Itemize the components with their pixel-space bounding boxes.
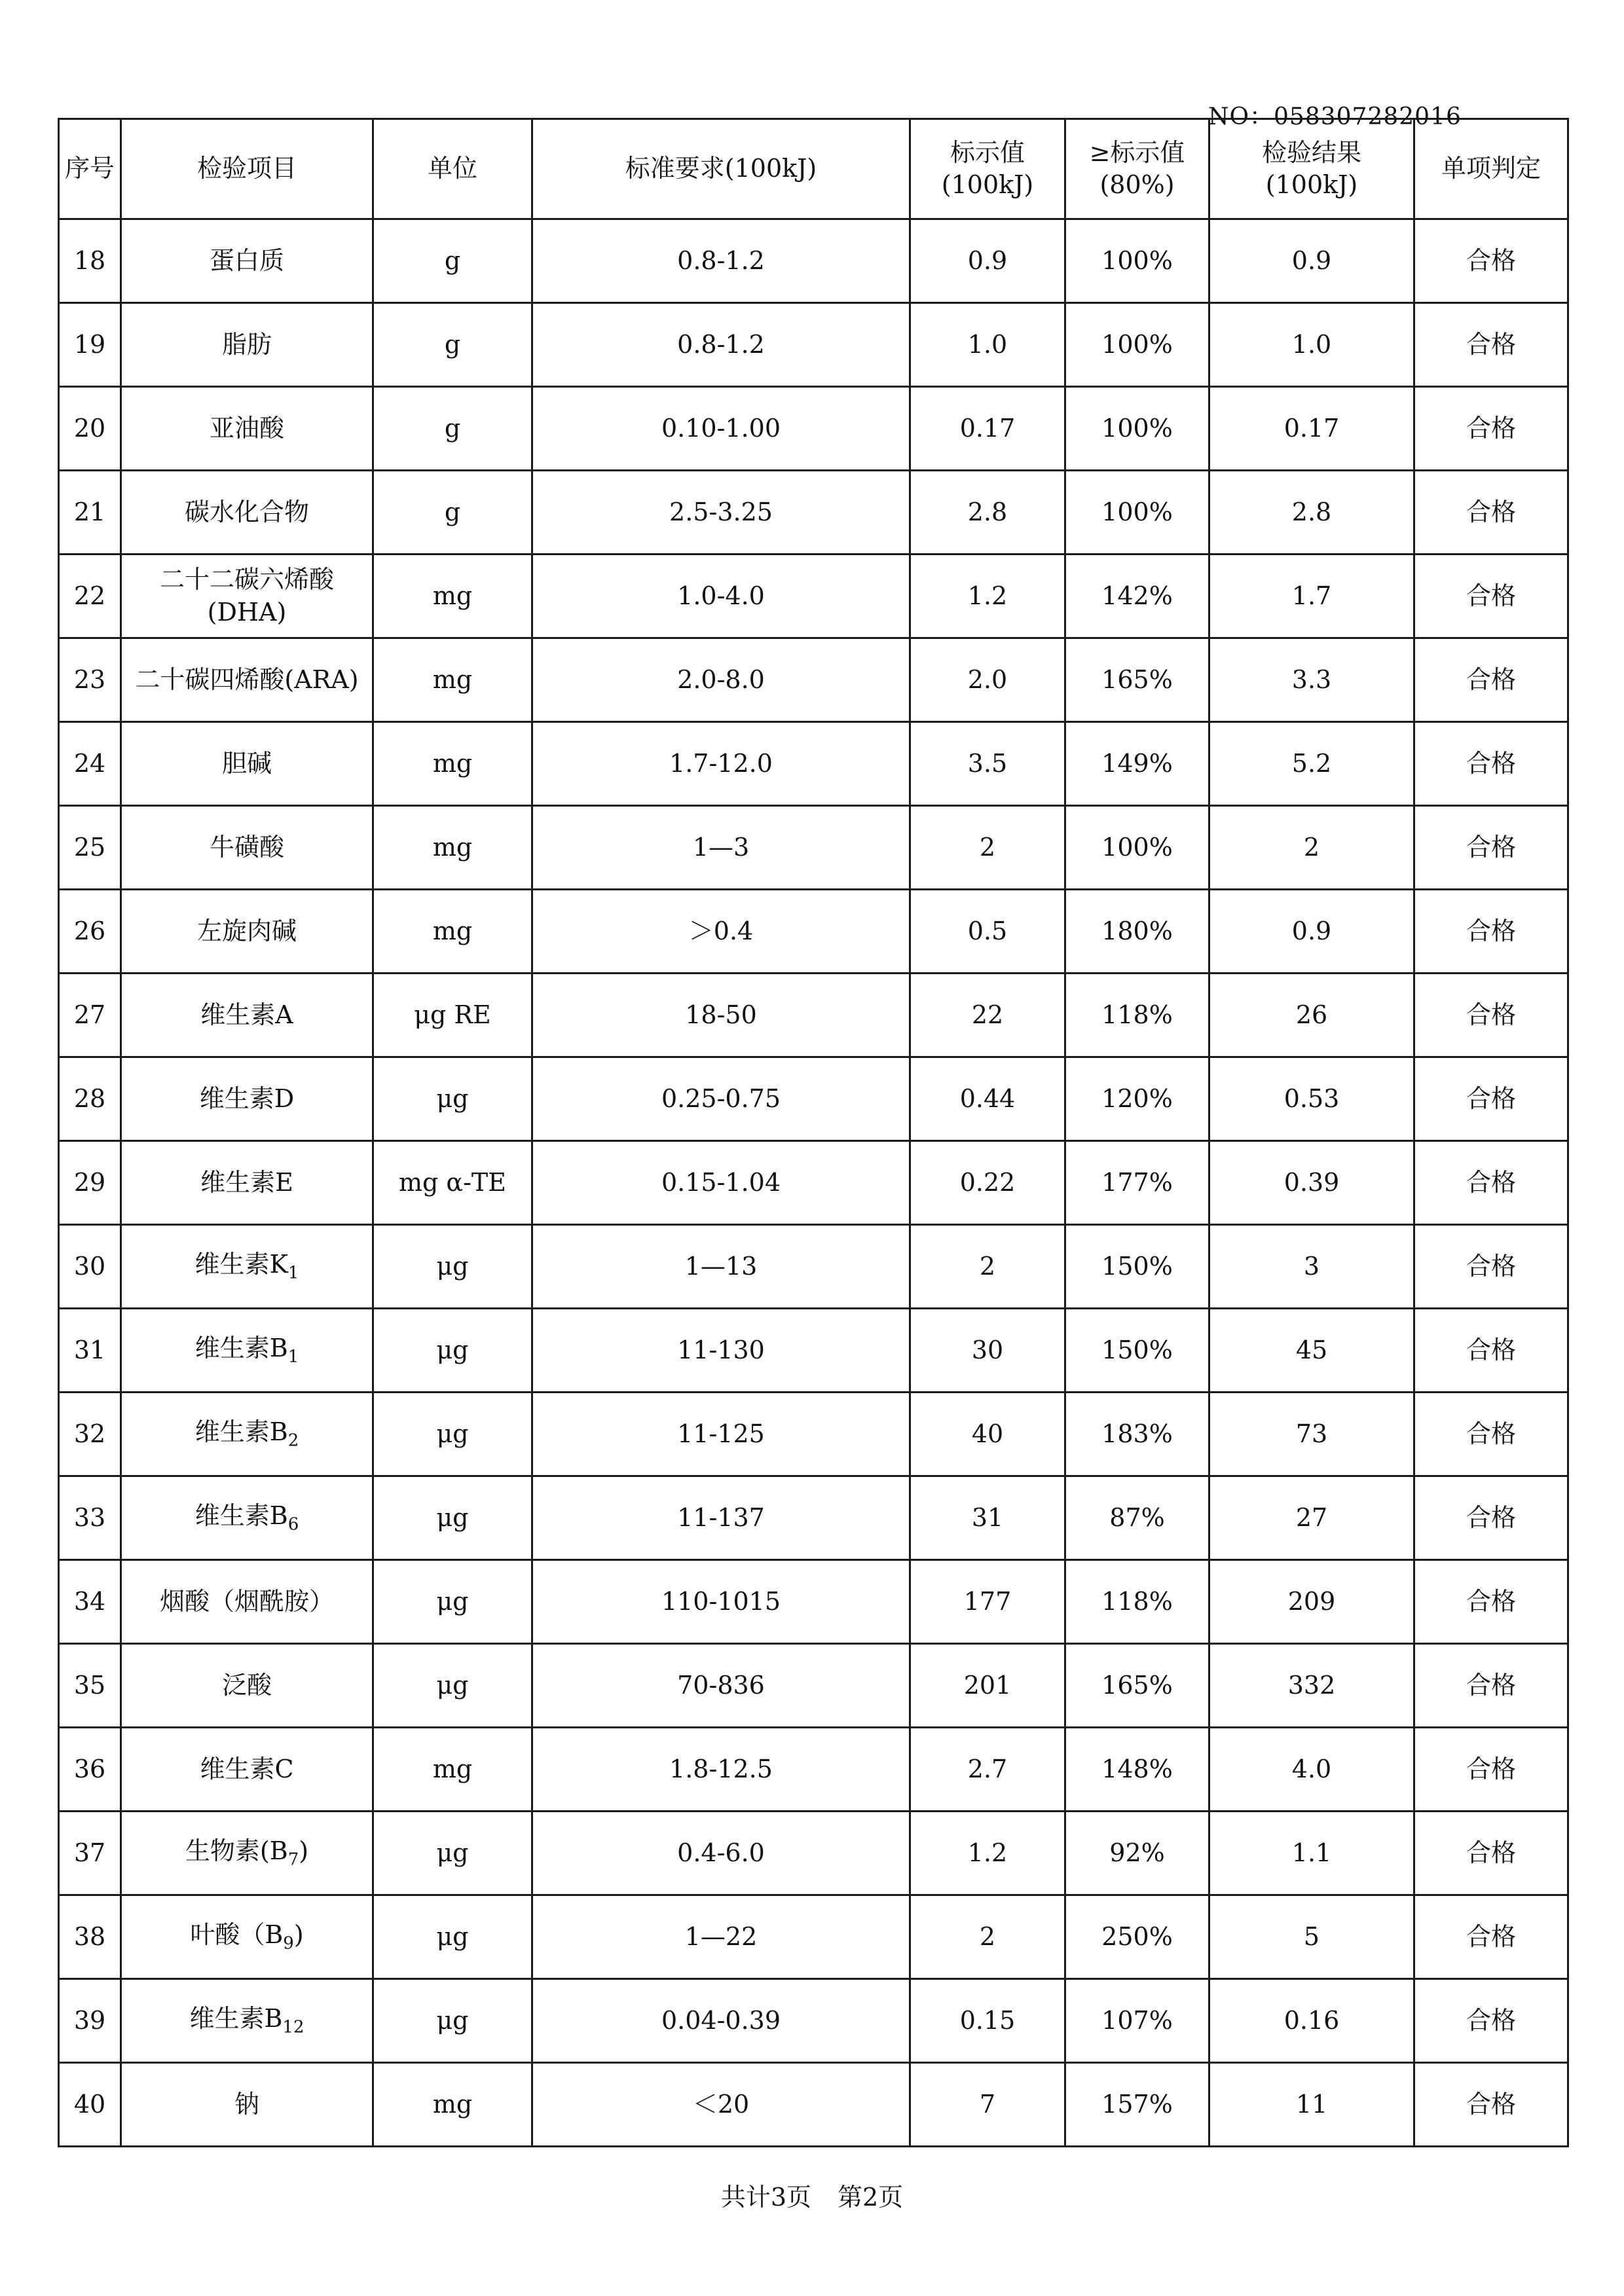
cell-seq: 31 <box>59 1309 121 1393</box>
cell-item <box>121 638 373 722</box>
cell-unit: μg <box>373 1812 532 1895</box>
item-tail: ) <box>293 1920 304 1949</box>
table-row <box>59 555 1568 638</box>
cell-unit: mg α-TE <box>373 1141 532 1225</box>
cell-unit: μg <box>373 1979 532 2063</box>
cell-seq: 32 <box>59 1393 121 1476</box>
cell-unit: μg <box>373 1225 532 1309</box>
cell-item <box>121 806 373 890</box>
cell-standard: 1—22 <box>532 1895 910 1979</box>
cell-result: 0.17 <box>1209 387 1414 471</box>
cell-result: 0.53 <box>1209 1057 1414 1141</box>
cell-result: 5 <box>1209 1895 1414 1979</box>
cell-percent: 87% <box>1065 1476 1209 1560</box>
item-subscript: 6 <box>287 1514 299 1535</box>
cell-seq: 38 <box>59 1895 121 1979</box>
item-subscript: 1 <box>287 1347 299 1367</box>
cell-result: 4.0 <box>1209 1728 1414 1812</box>
table-row <box>59 387 1568 471</box>
cell-item <box>121 1812 373 1895</box>
cell-seq: 35 <box>59 1644 121 1728</box>
cell-item <box>121 1560 373 1644</box>
cell-verdict: 合格 <box>1414 890 1568 974</box>
cell-standard: 2.5-3.25 <box>532 471 910 555</box>
item-name: 钠 <box>234 2089 259 2119</box>
cell-result: 3 <box>1209 1225 1414 1309</box>
inspection-table <box>58 118 1569 2147</box>
cell-result: 0.9 <box>1209 219 1414 303</box>
cell-result: 0.16 <box>1209 1979 1414 2063</box>
cell-percent: 177% <box>1065 1141 1209 1225</box>
cell-seq: 20 <box>59 387 121 471</box>
cell-verdict: 合格 <box>1414 1225 1568 1309</box>
cell-verdict: 合格 <box>1414 387 1568 471</box>
cell-verdict: 合格 <box>1414 974 1568 1057</box>
cell-percent: 100% <box>1065 219 1209 303</box>
cell-verdict: 合格 <box>1414 303 1568 387</box>
item-name: 碳水化合物 <box>184 497 309 526</box>
item-name: 维生素K <box>194 1249 288 1279</box>
cell-standard: 18-50 <box>532 974 910 1057</box>
cell-label-value: 0.22 <box>910 1141 1065 1225</box>
table-header-row <box>59 119 1568 219</box>
cell-result: 45 <box>1209 1309 1414 1393</box>
cell-percent: 150% <box>1065 1309 1209 1393</box>
report-number: NO：058307282016 <box>1208 103 1462 130</box>
cell-standard: 0.04-0.39 <box>532 1979 910 2063</box>
cell-unit: g <box>373 387 532 471</box>
cell-unit: μg RE <box>373 974 532 1057</box>
table-row <box>59 722 1568 806</box>
header-label-value: 标示值 (100kJ) <box>910 119 1065 219</box>
cell-seq: 33 <box>59 1476 121 1560</box>
cell-verdict: 合格 <box>1414 1141 1568 1225</box>
cell-percent: 100% <box>1065 387 1209 471</box>
table-row <box>59 806 1568 890</box>
cell-verdict: 合格 <box>1414 2063 1568 2147</box>
cell-standard: 11-130 <box>532 1309 910 1393</box>
cell-verdict: 合格 <box>1414 722 1568 806</box>
cell-label-value: 0.9 <box>910 219 1065 303</box>
cell-label-value: 30 <box>910 1309 1065 1393</box>
cell-seq: 29 <box>59 1141 121 1225</box>
cell-standard: 70-836 <box>532 1644 910 1728</box>
cell-result: 2 <box>1209 806 1414 890</box>
item-name: 亚油酸 <box>209 413 284 443</box>
current-page: 第2页 <box>838 2183 904 2212</box>
cell-percent: 149% <box>1065 722 1209 806</box>
cell-item <box>121 303 373 387</box>
cell-standard: 1.8-12.5 <box>532 1728 910 1812</box>
cell-item <box>121 722 373 806</box>
cell-unit: μg <box>373 1309 532 1393</box>
cell-seq: 37 <box>59 1812 121 1895</box>
cell-standard: ＞0.4 <box>532 890 910 974</box>
cell-standard: 0.10-1.00 <box>532 387 910 471</box>
cell-label-value: 40 <box>910 1393 1065 1476</box>
cell-item <box>121 1225 373 1309</box>
cell-label-value: 1.0 <box>910 303 1065 387</box>
cell-result: 332 <box>1209 1644 1414 1728</box>
table-row <box>59 890 1568 974</box>
cell-unit: g <box>373 219 532 303</box>
cell-seq: 30 <box>59 1225 121 1309</box>
cell-seq: 28 <box>59 1057 121 1141</box>
cell-verdict: 合格 <box>1414 1895 1568 1979</box>
item-name: 叶酸（B <box>190 1920 284 1949</box>
cell-label-value: 0.15 <box>910 1979 1065 2063</box>
cell-unit: mg <box>373 555 532 638</box>
cell-item <box>121 1895 373 1979</box>
cell-verdict: 合格 <box>1414 1476 1568 1560</box>
table-row <box>59 1141 1568 1225</box>
cell-unit: g <box>373 303 532 387</box>
cell-percent: 92% <box>1065 1812 1209 1895</box>
item-subscript: 1 <box>287 1263 299 1283</box>
cell-percent: 183% <box>1065 1393 1209 1476</box>
item-subscript: 7 <box>287 1850 299 1870</box>
cell-seq: 19 <box>59 303 121 387</box>
cell-item <box>121 1728 373 1812</box>
cell-verdict: 合格 <box>1414 471 1568 555</box>
table-row <box>59 1225 1568 1309</box>
cell-seq: 18 <box>59 219 121 303</box>
table-row <box>59 974 1568 1057</box>
cell-label-value: 1.2 <box>910 555 1065 638</box>
cell-unit: μg <box>373 1057 532 1141</box>
cell-label-value: 2 <box>910 806 1065 890</box>
cell-standard: 0.25-0.75 <box>532 1057 910 1141</box>
cell-unit: mg <box>373 2063 532 2147</box>
cell-label-value: 2 <box>910 1225 1065 1309</box>
cell-seq: 34 <box>59 1560 121 1644</box>
table-row <box>59 471 1568 555</box>
cell-standard: 11-125 <box>532 1393 910 1476</box>
cell-verdict: 合格 <box>1414 806 1568 890</box>
cell-item <box>121 1644 373 1728</box>
table-row <box>59 1476 1568 1560</box>
cell-result: 73 <box>1209 1393 1414 1476</box>
cell-percent: 165% <box>1065 638 1209 722</box>
item-name: 维生素D <box>199 1084 295 1113</box>
cell-unit: μg <box>373 1476 532 1560</box>
cell-percent: 100% <box>1065 303 1209 387</box>
cell-standard: 1.0-4.0 <box>532 555 910 638</box>
cell-label-value: 201 <box>910 1644 1065 1728</box>
cell-seq: 21 <box>59 471 121 555</box>
cell-seq: 23 <box>59 638 121 722</box>
item-tail: ) <box>299 1836 309 1865</box>
table-row <box>59 1057 1568 1141</box>
cell-standard: 2.0-8.0 <box>532 638 910 722</box>
cell-result: 26 <box>1209 974 1414 1057</box>
table-row <box>59 638 1568 722</box>
cell-standard: 11-137 <box>532 1476 910 1560</box>
cell-label-value: 7 <box>910 2063 1065 2147</box>
cell-percent: 180% <box>1065 890 1209 974</box>
cell-percent: 250% <box>1065 1895 1209 1979</box>
cell-verdict: 合格 <box>1414 1644 1568 1728</box>
cell-unit: μg <box>373 1644 532 1728</box>
item-name: 胆碱 <box>221 748 272 778</box>
cell-percent: 100% <box>1065 806 1209 890</box>
cell-unit: μg <box>373 1560 532 1644</box>
cell-standard: 0.15-1.04 <box>532 1141 910 1225</box>
cell-item <box>121 471 373 555</box>
cell-item <box>121 219 373 303</box>
cell-label-value: 2.7 <box>910 1728 1065 1812</box>
cell-result: 0.9 <box>1209 890 1414 974</box>
item-subscript: 2 <box>287 1430 299 1451</box>
cell-label-value: 0.17 <box>910 387 1065 471</box>
cell-standard: 1.7-12.0 <box>532 722 910 806</box>
header-seq: 序号 <box>59 119 121 219</box>
cell-unit: mg <box>373 890 532 974</box>
cell-percent: 157% <box>1065 2063 1209 2147</box>
cell-standard: 0.8-1.2 <box>532 303 910 387</box>
cell-result: 27 <box>1209 1476 1414 1560</box>
cell-verdict: 合格 <box>1414 1979 1568 2063</box>
header-percent: ≥标示值 (80%) <box>1065 119 1209 219</box>
cell-verdict: 合格 <box>1414 1393 1568 1476</box>
cell-item <box>121 555 373 638</box>
cell-unit: mg <box>373 722 532 806</box>
table-row <box>59 1895 1568 1979</box>
cell-result: 1.1 <box>1209 1812 1414 1895</box>
cell-percent: 142% <box>1065 555 1209 638</box>
cell-result: 1.7 <box>1209 555 1414 638</box>
table-row <box>59 303 1568 387</box>
cell-label-value: 1.2 <box>910 1812 1065 1895</box>
total-pages: 共计3页 <box>720 2183 811 2212</box>
table-row <box>59 1393 1568 1476</box>
item-name: 维生素B <box>194 1417 288 1446</box>
cell-unit: mg <box>373 1728 532 1812</box>
cell-verdict: 合格 <box>1414 638 1568 722</box>
cell-result: 5.2 <box>1209 722 1414 806</box>
cell-result: 0.39 <box>1209 1141 1414 1225</box>
cell-standard: 110-1015 <box>532 1560 910 1644</box>
cell-verdict: 合格 <box>1414 1057 1568 1141</box>
cell-label-value: 22 <box>910 974 1065 1057</box>
cell-result: 3.3 <box>1209 638 1414 722</box>
cell-unit: μg <box>373 1895 532 1979</box>
cell-percent: 100% <box>1065 471 1209 555</box>
cell-item <box>121 1141 373 1225</box>
cell-result: 11 <box>1209 2063 1414 2147</box>
header-verdict: 单项判定 <box>1414 119 1568 219</box>
cell-label-value: 3.5 <box>910 722 1065 806</box>
cell-item <box>121 1476 373 1560</box>
table-row <box>59 1560 1568 1644</box>
table-row <box>59 1979 1568 2063</box>
cell-item <box>121 1979 373 2063</box>
item-name: 蛋白质 <box>209 246 284 275</box>
cell-item <box>121 974 373 1057</box>
cell-result: 1.0 <box>1209 303 1414 387</box>
cell-seq: 27 <box>59 974 121 1057</box>
cell-seq: 40 <box>59 2063 121 2147</box>
header-standard: 标准要求(100kJ) <box>532 119 910 219</box>
header-result: 检验结果 (100kJ) <box>1209 119 1414 219</box>
cell-seq: 25 <box>59 806 121 890</box>
cell-standard: ＜20 <box>532 2063 910 2147</box>
item-name: 维生素E <box>200 1167 293 1197</box>
item-name: 脂肪 <box>221 329 272 359</box>
cell-unit: g <box>373 471 532 555</box>
table-body <box>59 219 1568 2147</box>
item-name: 维生素B <box>194 1333 288 1362</box>
table-row <box>59 2063 1568 2147</box>
table-row <box>59 219 1568 303</box>
cell-item <box>121 2063 373 2147</box>
item-name: 烟酸（烟酰胺） <box>159 1586 334 1616</box>
cell-label-value: 2.8 <box>910 471 1065 555</box>
cell-label-value: 177 <box>910 1560 1065 1644</box>
cell-standard: 0.4-6.0 <box>532 1812 910 1895</box>
item-name: 左旋肉碱 <box>196 916 297 945</box>
cell-result: 2.8 <box>1209 471 1414 555</box>
header-item: 检验项目 <box>121 119 373 219</box>
cell-seq: 26 <box>59 890 121 974</box>
cell-item <box>121 1057 373 1141</box>
cell-label-value: 31 <box>910 1476 1065 1560</box>
cell-percent: 165% <box>1065 1644 1209 1728</box>
cell-percent: 120% <box>1065 1057 1209 1141</box>
cell-result: 209 <box>1209 1560 1414 1644</box>
item-name: 牛磺酸 <box>209 832 284 862</box>
table-row <box>59 1644 1568 1728</box>
cell-standard: 1—13 <box>532 1225 910 1309</box>
item-subscript: 9 <box>283 1933 294 1954</box>
cell-seq: 36 <box>59 1728 121 1812</box>
header-unit: 单位 <box>373 119 532 219</box>
cell-verdict: 合格 <box>1414 1812 1568 1895</box>
item-name: 二十碳四烯酸(ARA) <box>135 665 359 694</box>
cell-seq: 24 <box>59 722 121 806</box>
item-name: 二十二碳六烯酸 (DHA) <box>159 565 334 627</box>
cell-verdict: 合格 <box>1414 1560 1568 1644</box>
cell-verdict: 合格 <box>1414 1309 1568 1393</box>
cell-item <box>121 1393 373 1476</box>
item-name: 泛酸 <box>221 1670 272 1700</box>
item-name: 维生素C <box>200 1754 294 1783</box>
item-subscript: 12 <box>282 2017 304 2037</box>
cell-item <box>121 890 373 974</box>
table-row <box>59 1309 1568 1393</box>
item-name: 生物素(B <box>185 1836 288 1865</box>
cell-percent: 118% <box>1065 974 1209 1057</box>
cell-label-value: 2 <box>910 1895 1065 1979</box>
cell-label-value: 0.5 <box>910 890 1065 974</box>
cell-percent: 148% <box>1065 1728 1209 1812</box>
cell-unit: μg <box>373 1393 532 1476</box>
item-name: 维生素A <box>200 1000 293 1029</box>
cell-unit: mg <box>373 638 532 722</box>
table-row <box>59 1728 1568 1812</box>
cell-percent: 150% <box>1065 1225 1209 1309</box>
cell-seq: 22 <box>59 555 121 638</box>
cell-verdict: 合格 <box>1414 1728 1568 1812</box>
table-row <box>59 1812 1568 1895</box>
cell-percent: 118% <box>1065 1560 1209 1644</box>
cell-percent: 107% <box>1065 1979 1209 2063</box>
cell-verdict: 合格 <box>1414 555 1568 638</box>
cell-seq: 39 <box>59 1979 121 2063</box>
cell-standard: 1—3 <box>532 806 910 890</box>
cell-standard: 0.8-1.2 <box>532 219 910 303</box>
cell-item <box>121 1309 373 1393</box>
cell-verdict: 合格 <box>1414 219 1568 303</box>
cell-unit: mg <box>373 806 532 890</box>
page-footer <box>0 2177 1624 2213</box>
cell-label-value: 2.0 <box>910 638 1065 722</box>
cell-label-value: 0.44 <box>910 1057 1065 1141</box>
item-name: 维生素B <box>189 2003 283 2033</box>
item-name: 维生素B <box>194 1501 288 1530</box>
cell-item <box>121 387 373 471</box>
